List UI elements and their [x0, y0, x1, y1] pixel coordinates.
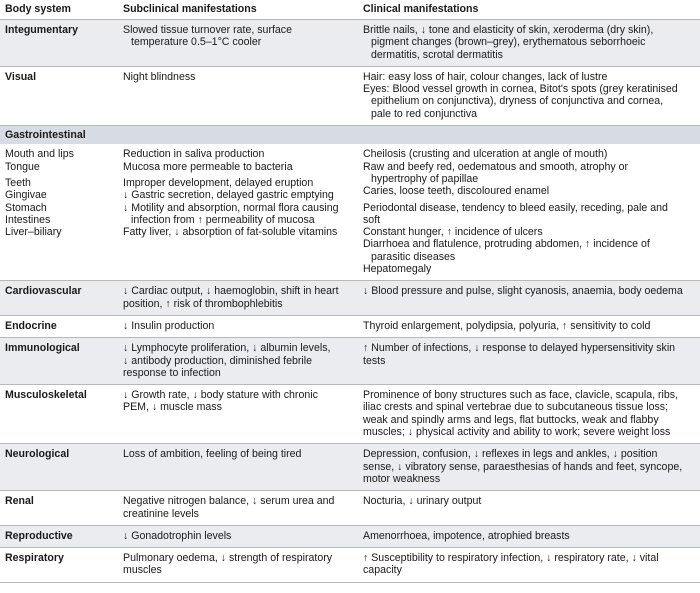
header-subclinical: Subclinical manifestations — [118, 0, 358, 20]
section-title-gastrointestinal: Gastrointestinal — [0, 126, 700, 145]
text-line: ↓ Insulin production — [123, 319, 215, 332]
text-line: Prominence of bony structures such as face, clavicle, scapula, ribs, — [363, 389, 679, 402]
table-row — [0, 338, 700, 385]
row-clinical — [358, 525, 700, 547]
text-line: Improper development, delayed eruption — [123, 176, 314, 189]
text-line: ↑ Susceptibility to respiratory infection, ↓ respiratory rate, ↓ vital — [363, 552, 659, 565]
row-clinical — [358, 66, 700, 125]
text-line: sense, ↓ vibratory sense, paraesthesias of hands and feet, syncope, — [363, 460, 683, 473]
subsystem-label: Tongue — [5, 160, 40, 173]
row-system: Reproductive — [0, 525, 118, 547]
text-line: Thyroid enlargement, polydipsia, polyuria, ↑ sensitivity to cold — [363, 319, 651, 332]
text-line: Pulmonary oedema, ↓ strength of respiratory — [123, 552, 333, 565]
subsystem-label: Liver–biliary — [5, 226, 62, 239]
text-line: iliac crests and spinal vertebrae due to subcutaneous tissue loss; — [363, 401, 669, 414]
table-row — [0, 444, 700, 491]
text-line: epithelium on conjunctiva), dryness of conjunctiva and cornea, — [371, 95, 664, 108]
row-subclinical — [118, 20, 358, 67]
text-line: Hair: easy loss of hair, colour changes, lack of lustre — [363, 70, 608, 83]
text-line: position, ↑ risk of thrombophlebitis — [123, 297, 283, 310]
text-line: Night blindness — [123, 70, 196, 83]
text-line: Diarrhoea and flatulence, protruding abdomen, ↑ incidence of — [363, 238, 650, 251]
table-row — [0, 315, 700, 337]
text-line: ↓ antibody production, diminished febrile — [123, 354, 313, 367]
text-line: tests — [363, 354, 386, 367]
row-system: Immunological — [0, 338, 118, 385]
row-clinical — [358, 444, 700, 491]
row-subclinical — [118, 444, 358, 491]
subsystem-label: Mouth and lips — [5, 148, 74, 161]
text-line: Loss of ambition, feeling of being tired — [123, 448, 302, 461]
text-line: parasitic diseases — [371, 250, 456, 263]
text-line: Raw and beefy red, oedematous and smooth, atrophy or — [363, 160, 629, 173]
text-line: response to infection — [123, 366, 221, 379]
text-line: motor weakness — [363, 472, 441, 485]
gastro-subclinical — [118, 144, 358, 280]
text-line: ↓ Gastric secretion, delayed gastric emptying — [123, 189, 334, 202]
text-line: Eyes: Blood vessel growth in cornea, Bitot's spots (grey keratinised — [363, 83, 678, 96]
table-row — [0, 144, 700, 280]
text-line: pale to red conjunctiva — [371, 107, 478, 120]
row-clinical — [358, 338, 700, 385]
text-line: muscles; ↓ physical activity and ability to work; severe weight loss — [363, 426, 671, 439]
text-line: infection from ↑ permeability of mucosa — [131, 213, 315, 226]
text-line: ↓ Motility and absorption, normal flora causing — [123, 201, 339, 214]
row-system: Respiratory — [0, 548, 118, 583]
table-row — [0, 281, 700, 316]
row-clinical — [358, 20, 700, 67]
row-clinical — [358, 281, 700, 316]
text-line: soft — [363, 213, 381, 226]
row-system: Renal — [0, 491, 118, 526]
row-clinical — [358, 315, 700, 337]
text-line: weak and spindly arms and legs, flat buttocks, weak and flabby — [363, 413, 659, 426]
text-line: Mucosa more permeable to bacteria — [123, 160, 293, 173]
text-line: Nocturia, ↓ urinary output — [363, 495, 482, 508]
text-line: Caries, loose teeth, discoloured enamel — [363, 185, 550, 198]
row-subclinical — [118, 525, 358, 547]
text-line: Periodontal disease, tendency to bleed easily, receding, pale and — [363, 201, 668, 214]
text-line: Amenorrhoea, impotence, atrophied breasts — [363, 529, 570, 542]
text-line: ↓ Cardiac output, ↓ haemoglobin, shift in heart — [123, 285, 339, 298]
row-system: Musculoskeletal — [0, 385, 118, 444]
row-subclinical — [118, 315, 358, 337]
row-subclinical — [118, 385, 358, 444]
row-subclinical — [118, 281, 358, 316]
text-line: ↓ Gonadotrophin levels — [123, 529, 232, 542]
table-row — [0, 66, 700, 125]
gastro-systems — [0, 144, 118, 280]
subsystem-label: Intestines — [5, 213, 51, 226]
row-system: Cardiovascular — [0, 281, 118, 316]
text-line: pigment changes (brown–grey), erythematous seborrhoeic — [371, 36, 646, 49]
table-row — [0, 548, 700, 583]
row-subclinical — [118, 338, 358, 385]
text-line: Depression, confusion, ↓ reflexes in legs and ankles, ↓ position — [363, 448, 658, 461]
row-system: Endocrine — [0, 315, 118, 337]
text-line: temperature 0.5–1°C cooler — [131, 36, 262, 49]
text-line: ↑ Number of infections, ↓ response to delayed hypersensitivity skin — [363, 342, 676, 355]
text-line: creatinine levels — [123, 507, 199, 520]
table-row — [0, 385, 700, 444]
text-line: Hepatomegaly — [363, 263, 432, 276]
text-line: ↓ Lymphocyte proliferation, ↓ albumin levels, — [123, 342, 331, 355]
row-subclinical — [118, 548, 358, 583]
subsystem-label: Gingivae — [5, 189, 47, 202]
text-line: PEM, ↓ muscle mass — [123, 401, 222, 414]
header-row — [0, 0, 700, 20]
row-clinical — [358, 548, 700, 583]
subsystem-label: Teeth — [5, 176, 31, 189]
text-line: Negative nitrogen balance, ↓ serum urea and — [123, 495, 335, 508]
text-line: dermatitis, scrotal dermatitis — [371, 48, 503, 61]
text-line: Brittle nails, ↓ tone and elasticity of skin, xeroderma (dry skin), — [363, 24, 654, 36]
text-line: Slowed tissue turnover rate, surface — [123, 24, 292, 36]
row-subclinical — [118, 491, 358, 526]
row-system: Integumentary — [0, 20, 118, 67]
text-line: ↓ Blood pressure and pulse, slight cyanosis, anaemia, body oedema — [363, 285, 683, 298]
row-clinical — [358, 385, 700, 444]
text-line: Constant hunger, ↑ incidence of ulcers — [363, 226, 543, 239]
text-line: Reduction in saliva production — [123, 148, 265, 161]
section-row — [0, 126, 700, 145]
text-line: Cheilosis (crusting and ulceration at angle of mouth) — [363, 148, 608, 161]
header-body-system: Body system — [0, 0, 118, 20]
row-clinical — [358, 491, 700, 526]
text-line: ↓ Growth rate, ↓ body stature with chronic — [123, 389, 318, 402]
gastro-clinical — [358, 144, 700, 280]
table-row — [0, 491, 700, 526]
row-system: Neurological — [0, 444, 118, 491]
text-line: Fatty liver, ↓ absorption of fat-soluble vitamins — [123, 226, 338, 239]
text-line: capacity — [363, 564, 402, 577]
header-clinical: Clinical manifestations — [358, 0, 700, 20]
row-subclinical — [118, 66, 358, 125]
table-row — [0, 525, 700, 547]
text-line: hypertrophy of papillae — [371, 172, 479, 185]
row-system: Visual — [0, 66, 118, 125]
subsystem-label: Stomach — [5, 201, 47, 214]
text-line: muscles — [123, 564, 162, 577]
table-row — [0, 20, 700, 67]
